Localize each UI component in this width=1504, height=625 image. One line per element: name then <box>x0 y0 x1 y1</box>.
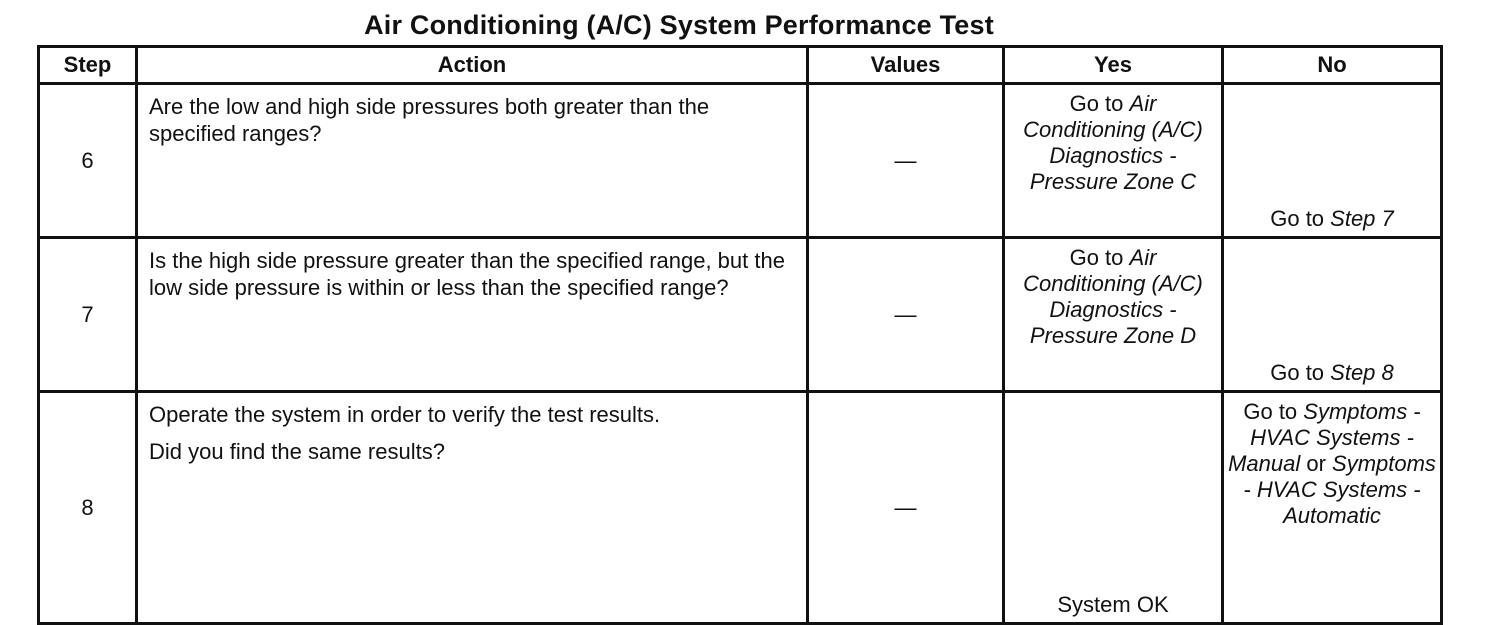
header-row <box>39 47 1442 84</box>
step-number: 7 <box>39 238 137 392</box>
no-prefix: Go to <box>1270 360 1331 385</box>
header-no: No <box>1223 47 1442 84</box>
values-cell: — <box>808 84 1004 238</box>
no-link-automatic[interactable]: Symptoms - HVAC Systems - Automatic <box>1243 451 1436 528</box>
yes-prefix: Go to <box>1069 91 1130 116</box>
no-cell <box>1223 238 1442 392</box>
table-row <box>39 84 1442 238</box>
no-prefix: Go to <box>1270 206 1331 231</box>
yes-result: System OK <box>1057 592 1169 617</box>
step-number: 8 <box>39 392 137 624</box>
values-cell: — <box>808 238 1004 392</box>
performance-test-table <box>37 45 1443 625</box>
yes-prefix: Go to <box>1069 245 1130 270</box>
yes-cell <box>1004 392 1223 624</box>
header-step: Step <box>39 47 137 84</box>
action-text: Operate the system in order to verify the test results. <box>149 402 661 427</box>
action-text: Is the high side pressure greater than the specified range, but the low side pressure is within or less than the specified range? <box>149 248 785 300</box>
values-cell: — <box>808 392 1004 624</box>
no-prefix: Go to <box>1243 399 1304 424</box>
yes-link[interactable]: Air Conditioning (A/C) Diagnostics - Pressure Zone D <box>1023 245 1203 348</box>
table-row <box>39 392 1442 624</box>
no-connector: or <box>1300 451 1333 476</box>
no-link[interactable]: Step 7 <box>1330 206 1394 231</box>
page-title: Air Conditioning (A/C) System Performance Test <box>364 10 994 40</box>
no-link[interactable]: Step 8 <box>1330 360 1394 385</box>
no-cell <box>1223 84 1442 238</box>
header-values: Values <box>808 47 1004 84</box>
yes-cell <box>1004 84 1223 238</box>
action-cell <box>137 84 808 238</box>
action-question: Did you find the same results? <box>149 439 445 464</box>
no-cell <box>1223 392 1442 624</box>
action-cell <box>137 392 808 624</box>
action-cell <box>137 238 808 392</box>
yes-link[interactable]: Air Conditioning (A/C) Diagnostics - Pressure Zone C <box>1023 91 1203 194</box>
no-link-manual[interactable]: Symptoms - HVAC Systems - Manual <box>1228 399 1421 476</box>
header-action: Action <box>137 47 808 84</box>
yes-cell <box>1004 238 1223 392</box>
table-row <box>39 238 1442 392</box>
action-text: Are the low and high side pressures both greater than the specified ranges? <box>149 94 710 146</box>
header-yes: Yes <box>1004 47 1223 84</box>
step-number: 6 <box>39 84 137 238</box>
